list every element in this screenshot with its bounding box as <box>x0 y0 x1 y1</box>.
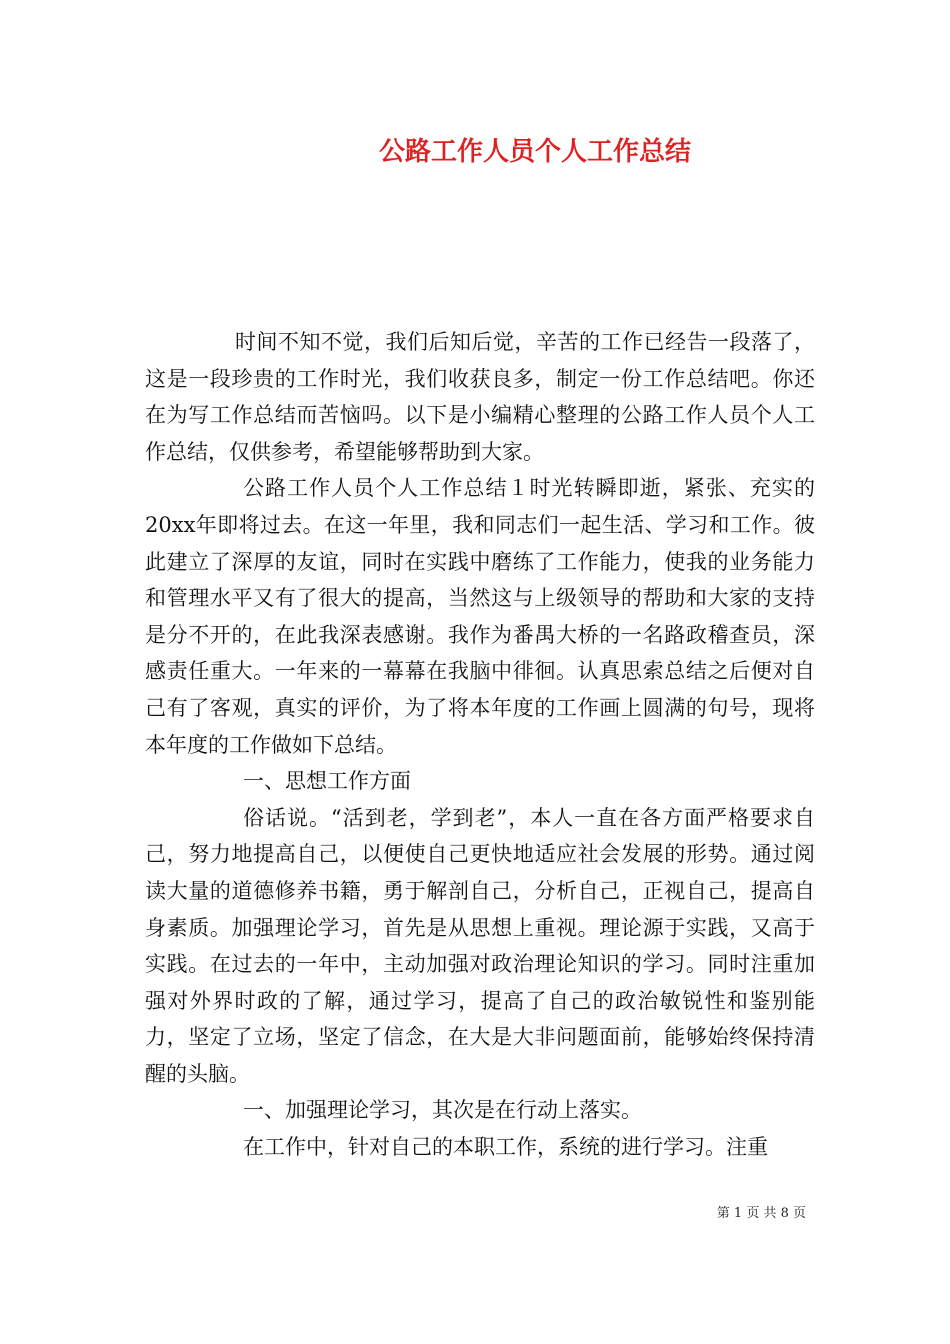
paragraph-work: 在工作中，针对自己的本职工作，系统的进行学习。注重 <box>243 1135 768 1160</box>
paragraph-thought: 俗话说。“活到老，学到老”，本人一直在各方面严格要求自己，努力地提高自己，以便使自己更快地适应社会发展的形势。通过阅读大量的道德修养书籍，勇于解剖自己，分析自己，正视自己，提高自身素质。加强理论学习，首先是从思想上重视。理论源于实践，又高于实践。在过去的一年中，主动加强对政治理论知识的学习。同时注重加强对外界时政的了解，通过学习，提高了自己的政治敏锐性和鉴别能力，坚定了立场，坚定了信念，在大是大非问题面前，能够始终保持清醒的头脑。 <box>145 805 815 1086</box>
section-heading-theory: 一、加强理论学习，其次是在行动上落实。 <box>243 1098 642 1123</box>
paragraph-intro: 时间不知不觉，我们后知后觉，辛苦的工作已经告一段落了，这是一段珍贵的工作时光，我们收获良多，制定一份工作总结吧。你还在为写工作总结而苦恼吗。以下是小编精心整理的公路工作人员个人工作总结，仅供参考，希望能够帮助到大家。 <box>145 330 815 464</box>
section-heading-thought: 一、思想工作方面 <box>243 769 411 794</box>
paragraph-summary-1: 公路工作人员个人工作总结１时光转瞬即逝，紧张、充实的20xx年即将过去。在这一年里，我和同志们一起生活、学习和工作。彼此建立了深厚的友谊，同时在实践中磨练了工作能力，使我的业务能力和管理水平又有了很大的提高，当然这与上级领导的帮助和大家的支持是分不开的，在此我深表感谢。我作为番禺大桥的一名路政稽查员，深感责任重大。一年来的一幕幕在我脑中徘徊。认真思索总结之后便对自己有了客观，真实的评价，为了将本年度的工作画上圆满的句号，现将本年度的工作做如下总结。 <box>145 476 815 757</box>
document-body <box>145 324 815 1166</box>
page-number-footer: 第 1 页 共 8 页 <box>716 1206 806 1221</box>
document-title: 公路工作人员个人工作总结 <box>378 137 691 167</box>
